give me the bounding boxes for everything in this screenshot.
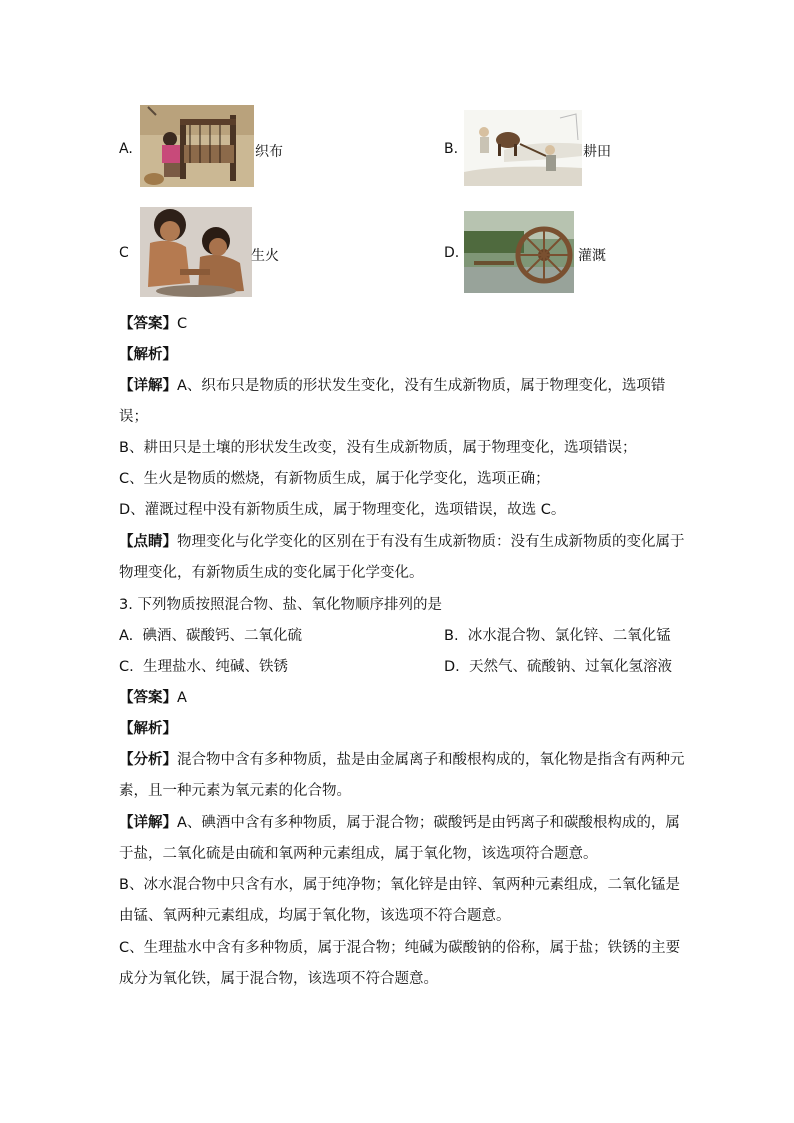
q3-detail-line-6: 成分为氧化铁，属于混合物，该选项不符合题意。 — [119, 971, 438, 987]
q3-option-c — [119, 655, 288, 676]
plowing-image — [464, 110, 582, 186]
option-letter: A. — [119, 628, 134, 644]
q3-detail-line-2: 于盐，二氧化硫是由硫和氧两种元素组成，属于氧化物，该选项符合题意。 — [119, 846, 598, 862]
q3-option-a — [119, 624, 302, 645]
q3-answer — [119, 686, 187, 707]
q2-detail-line-4: C、生火是物质的燃烧，有新物质生成，属于化学变化，选项正确； — [119, 471, 550, 487]
fire-making-image — [140, 207, 252, 297]
option-d-letter: D. — [444, 245, 460, 261]
detail-text: A、碘酒中含有多种物质，属于混合物；碳酸钙是由钙离子和碳酸根构成的，属 — [177, 815, 680, 831]
q3-option-b — [444, 624, 671, 645]
option-letter: B. — [444, 628, 459, 644]
option-text: 天然气、硫酸钠、过氧化氢溶液 — [469, 659, 672, 675]
answer-value: C — [177, 316, 188, 332]
q3-detail-line-1 — [119, 811, 680, 832]
option-text: 生理盐水、纯碱、铁锈 — [142, 659, 288, 675]
option-c-letter: C — [119, 245, 129, 261]
q3-detail-line-3: B、冰水混合物中只含有水，属于纯净物；氧化锌是由锌、氧两种元素组成，二氧化锰是 — [119, 877, 680, 893]
q3-analysis-line-1 — [119, 748, 685, 769]
q2-comment-line-2: 物理变化，有新物质生成的变化属于化学变化。 — [119, 565, 424, 581]
q3-analysis-tag: 【解析】 — [119, 721, 177, 737]
q3-stem: 3. 下列物质按照混合物、盐、氧化物顺序排列的是 — [119, 597, 442, 613]
q2-comment-line-1 — [119, 530, 685, 551]
q3-detail-line-4: 由锰、氧两种元素组成，均属于氧化物，该选项不符合题意。 — [119, 908, 511, 924]
irrigation-image — [464, 211, 574, 293]
q3-detail-line-5: C、生理盐水中含有多种物质，属于混合物；纯碱为碳酸钠的俗称，属于盐；铁锈的主要 — [119, 940, 681, 956]
analysis-text: 混合物中含有多种物质，盐是由金属离子和酸根构成的，氧化物是指含有两种元 — [177, 752, 685, 768]
answer-value: A — [177, 690, 187, 706]
detail-text: A、织布只是物质的形状发生变化，没有生成新物质，属于物理变化，选项错 — [177, 378, 666, 394]
option-b-letter: B. — [444, 141, 459, 157]
q3-option-d — [444, 655, 672, 676]
option-text: 碘酒、碳酸钙、二氧化硫 — [142, 628, 302, 644]
analysis-tag: 【分析】 — [119, 752, 177, 768]
q2-detail-line-2: 误； — [119, 409, 148, 425]
option-d-caption: 灌溉 — [578, 248, 606, 264]
q2-answer — [119, 312, 187, 333]
option-a-letter: A. — [119, 141, 133, 157]
comment-tag: 【点睛】 — [119, 534, 177, 550]
option-letter: D. — [444, 659, 460, 675]
detail-tag: 【详解】 — [119, 815, 177, 831]
option-letter: C. — [119, 659, 134, 675]
comment-text: 物理变化与化学变化的区别在于有没有生成新物质：没有生成新物质的变化属于 — [177, 534, 685, 550]
answer-tag: 【答案】 — [119, 690, 177, 706]
option-b-caption: 耕田 — [583, 144, 611, 160]
q2-analysis-tag: 【解析】 — [119, 347, 177, 363]
q2-detail-line-3: B、耕田只是土壤的形状发生改变，没有生成新物质，属于物理变化，选项错误； — [119, 440, 637, 456]
option-a-caption: 织布 — [255, 144, 283, 160]
detail-tag: 【详解】 — [119, 378, 177, 394]
weaving-image — [140, 105, 254, 187]
q2-detail-line-5: D、灌溉过程中没有新物质生成，属于物理变化，选项错误，故选 C。 — [119, 502, 566, 518]
answer-tag: 【答案】 — [119, 316, 177, 332]
option-text: 冰水混合物、氯化锌、二氧化锰 — [467, 628, 671, 644]
option-c-caption: 生火 — [251, 248, 279, 264]
q2-detail-line-1 — [119, 374, 665, 395]
q3-analysis-line-2: 素，且一种元素为氧元素的化合物。 — [119, 783, 351, 799]
